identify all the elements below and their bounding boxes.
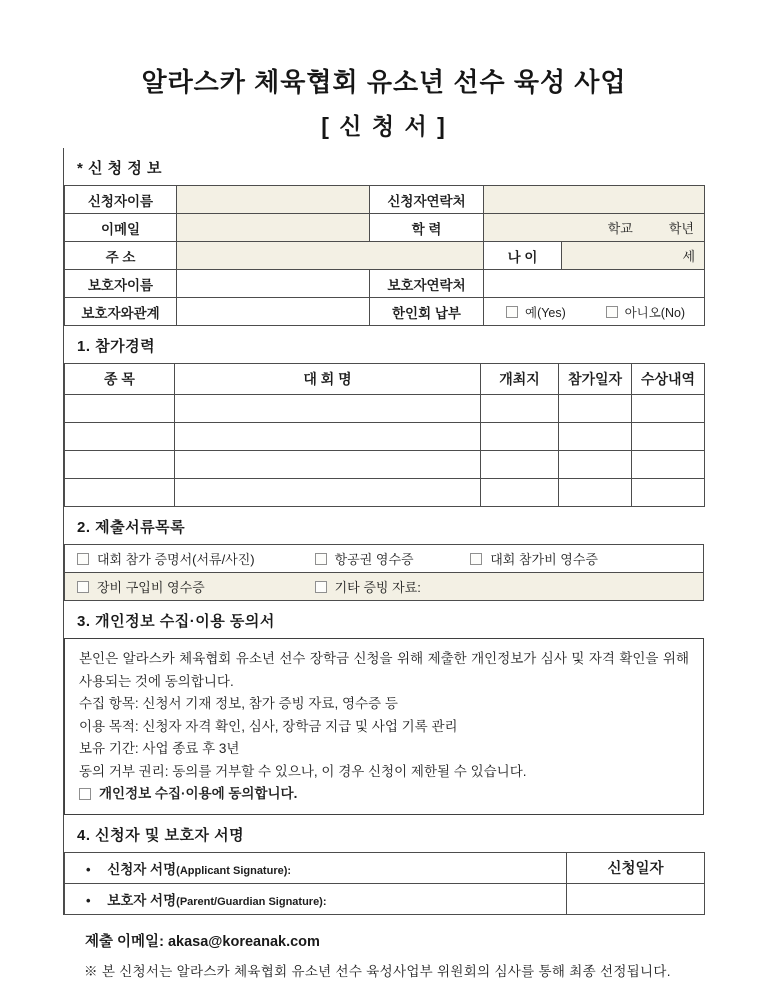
career-col-award: 수상내역 (632, 364, 705, 395)
career-cell[interactable] (632, 451, 705, 479)
applicant-signature-field[interactable] (65, 852, 567, 883)
submission-email-label: 제출 이메일: (85, 933, 164, 950)
table-row (65, 270, 705, 298)
no-checkbox[interactable] (606, 303, 686, 321)
relationship-label: 보호자와관계 (65, 298, 177, 326)
career-cell[interactable] (175, 423, 481, 451)
address-field[interactable] (177, 242, 484, 270)
checkbox-icon (506, 306, 518, 318)
documents-row-2 (65, 573, 704, 601)
table-row (65, 242, 705, 270)
guardian-signature-label: 보호자 서명 (107, 892, 177, 908)
career-cell[interactable] (632, 479, 705, 507)
career-cell[interactable] (481, 423, 559, 451)
career-col-location: 개최지 (481, 364, 559, 395)
checkbox-icon (77, 553, 89, 565)
consent-box (64, 638, 704, 815)
no-checkbox-label: 아니오(No) (624, 305, 686, 320)
age-suffix-label: 세 (682, 249, 695, 264)
consent-agree-checkbox[interactable] (79, 783, 689, 806)
guardian-contact-field[interactable] (484, 270, 705, 298)
career-empty-row (65, 423, 705, 451)
section-header-career: 1. 참가경력 (77, 338, 156, 355)
applicant-info-table (64, 185, 705, 326)
career-cell[interactable] (481, 479, 559, 507)
career-col-competition: 대 회 명 (175, 364, 481, 395)
applicant-name-field[interactable] (177, 186, 370, 214)
career-cell[interactable] (481, 451, 559, 479)
documents-table (64, 544, 704, 601)
checkbox-icon (79, 788, 91, 800)
guardian-name-field[interactable] (177, 270, 370, 298)
consent-retention: 보유 기간: 사업 종료 후 3년 (79, 741, 240, 756)
applicant-signature-label-en: (Applicant Signature): (176, 864, 292, 877)
application-date-field[interactable] (567, 883, 705, 914)
doc-label: 장비 구입비 영수증 (97, 580, 205, 595)
age-label: 나 이 (484, 242, 562, 270)
doc-checkbox-participation-cert[interactable] (77, 549, 311, 568)
grade-suffix-label: 학년 (668, 221, 694, 236)
age-field[interactable] (562, 242, 705, 270)
doc-label: 대회 참가 증명서(서류/사진) (97, 552, 255, 567)
career-cell[interactable] (559, 451, 632, 479)
applicant-name-label: 신청자이름 (65, 186, 177, 214)
consent-refusal-right: 동의 거부 권리: 동의를 거부할 수 있으나, 이 경우 신청이 제한될 수 있습니다. (79, 763, 527, 779)
career-cell[interactable] (632, 395, 705, 423)
career-col-event: 종 목 (65, 364, 175, 395)
applicant-signature-row (65, 852, 705, 883)
career-cell[interactable] (175, 479, 481, 507)
education-label: 학 력 (370, 214, 484, 242)
documents-row-1 (65, 545, 704, 573)
career-table (64, 363, 705, 507)
doc-checkbox-entryfee-receipt[interactable] (470, 549, 598, 568)
career-header-row (65, 364, 705, 395)
table-row (65, 298, 705, 326)
school-suffix-label: 학교 (607, 221, 633, 236)
yes-checkbox[interactable] (506, 303, 566, 321)
career-empty-row (65, 451, 705, 479)
consent-paragraph: 본인은 알라스카 체육협회 유소년 선수 장학금 신청을 위해 제출한 개인정보가 심사 및 자격 확인을 위해 사용되는 것에 동의합니다. (79, 651, 689, 689)
section-header-applicant-info: * 신 청 정 보 (77, 160, 162, 177)
career-cell[interactable] (65, 479, 175, 507)
career-cell[interactable] (481, 395, 559, 423)
career-cell[interactable] (559, 479, 632, 507)
career-cell[interactable] (65, 395, 175, 423)
checkbox-icon (606, 306, 618, 318)
bullet-icon: • (86, 892, 91, 908)
checkbox-icon (470, 553, 482, 565)
submission-email-line (85, 930, 768, 951)
checkbox-icon (77, 581, 89, 593)
final-selection-note: ※ 본 신청서는 알라스카 체육협회 유소년 선수 육성사업부 위원회의 심사를 통해 최종 선정됩니다. (84, 963, 671, 979)
form-body (63, 148, 704, 915)
career-cell[interactable] (559, 395, 632, 423)
doc-checkbox-equipment-receipt[interactable] (77, 577, 311, 596)
doc-label: 기타 증빙 자료: (334, 580, 421, 595)
application-date-label: 신청일자 (567, 852, 705, 883)
consent-collect-items: 수집 항목: 신청서 기재 정보, 참가 증빙 자료, 영수증 등 (79, 696, 398, 711)
table-row (65, 214, 705, 242)
guardian-signature-label-en: (Parent/Guardian Signature): (176, 895, 327, 908)
checkbox-icon (315, 553, 327, 565)
doc-checkbox-other-evidence[interactable] (315, 577, 421, 596)
address-label: 주 소 (65, 242, 177, 270)
career-col-date: 참가일자 (559, 364, 632, 395)
form-subtitle: [ 신 청 서 ] (321, 113, 447, 139)
section-header-documents: 2. 제출서류목록 (77, 519, 186, 536)
submission-email-value: akasa@koreanak.com (167, 933, 320, 950)
hanin-payment-label: 한인회 납부 (370, 298, 484, 326)
education-field[interactable] (484, 214, 705, 242)
guardian-name-label: 보호자이름 (65, 270, 177, 298)
doc-label: 항공권 영수증 (334, 552, 414, 567)
doc-label: 대회 참가비 영수증 (490, 552, 598, 567)
form-title: 알라스카 체육협회 유소년 선수 육성 사업 (141, 67, 627, 97)
doc-checkbox-airfare-receipt[interactable] (315, 549, 467, 568)
applicant-contact-field[interactable] (484, 186, 705, 214)
guardian-contact-label: 보호자연락처 (370, 270, 484, 298)
career-empty-row (65, 479, 705, 507)
career-cell[interactable] (175, 451, 481, 479)
section-header-consent: 3. 개인정보 수집·이용 동의서 (77, 613, 275, 630)
signature-table (64, 852, 705, 915)
applicant-signature-label: 신청자 서명 (107, 861, 177, 877)
section-header-signature: 4. 신청자 및 보호자 서명 (77, 826, 245, 844)
guardian-signature-row (65, 883, 705, 914)
relationship-field[interactable] (177, 298, 370, 326)
table-row (65, 186, 705, 214)
career-cell[interactable] (632, 423, 705, 451)
consent-agree-label: 개인정보 수집·이용에 동의합니다. (99, 786, 298, 801)
email-field[interactable] (177, 214, 370, 242)
checkbox-icon (315, 581, 327, 593)
applicant-contact-label: 신청자연락처 (370, 186, 484, 214)
career-empty-row (65, 395, 705, 423)
bullet-icon: • (86, 861, 91, 877)
career-cell[interactable] (65, 423, 175, 451)
yes-checkbox-label: 예(Yes) (525, 305, 566, 320)
career-cell[interactable] (65, 451, 175, 479)
consent-use-purpose: 이용 목적: 신청자 자격 확인, 심사, 장학금 지급 및 사업 기록 관리 (79, 718, 458, 734)
career-cell[interactable] (175, 395, 481, 423)
guardian-signature-field[interactable] (65, 883, 567, 914)
email-label: 이메일 (65, 214, 177, 242)
hanin-payment-options (484, 298, 705, 326)
career-cell[interactable] (559, 423, 632, 451)
